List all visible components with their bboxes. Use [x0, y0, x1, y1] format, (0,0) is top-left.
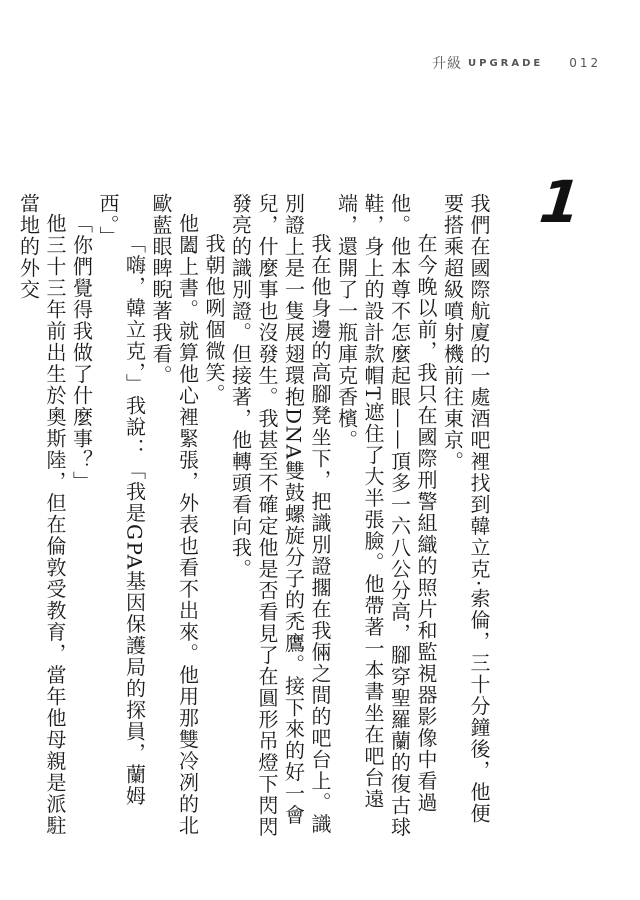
- chapter-number: 1: [536, 168, 584, 236]
- paragraph: 我在他身邊的高腳凳坐下，把識別證擱在我倆之間的吧台上。識別證上是一隻展翅環抱DNA雙鼓螺旋分子的禿鷹。接下來的好一會兒，什麼事也沒發生。我甚至不確定他是否看見了在圓形吊燈下閃閃發亮的識別證。但接著，他轉頭看向我。: [228, 193, 332, 838]
- paragraph: 「你們覺得我做了什麼事？」: [69, 213, 94, 493]
- book-title-english: UPGRADE: [468, 57, 544, 69]
- body-text: [15, 193, 492, 843]
- paragraph: 我朝他咧個微笑。: [202, 233, 226, 405]
- paragraph: 「嗨，韓立克，」我說：「我是GPA基因保護局的探員，蘭姆西。」: [96, 193, 147, 808]
- paragraph: 我們在國際航廈的一處酒吧裡找到韓立克·索倫，三十分鐘後，他便要搭乘超級噴射機前往東京。: [440, 193, 491, 825]
- paragraph: 在今晚以前，我只在國際刑警組織的照片和監視器影像中看過他。他本尊不怎麼起眼——頂多一六八公分高，腳穿聖羅蘭的復古球鞋，身上的設計款帽T遮住了大半張臉。他帶著一本書坐在吧台遠端，還開了一瓶庫克香檳。: [334, 193, 438, 838]
- book-title-chinese: 升級: [432, 56, 462, 72]
- page-number: 012: [569, 56, 602, 70]
- paragraph: 他三十三年前出生於奧斯陸，但在倫敦受教育，當年他母親是派駐當地的外交: [16, 193, 67, 837]
- paragraph: 他闔上書。就算他心裡緊張，外表也看不出來。他用那雙冷冽的北歐藍眼睥睨著我看。: [149, 193, 200, 837]
- running-header: [432, 53, 602, 73]
